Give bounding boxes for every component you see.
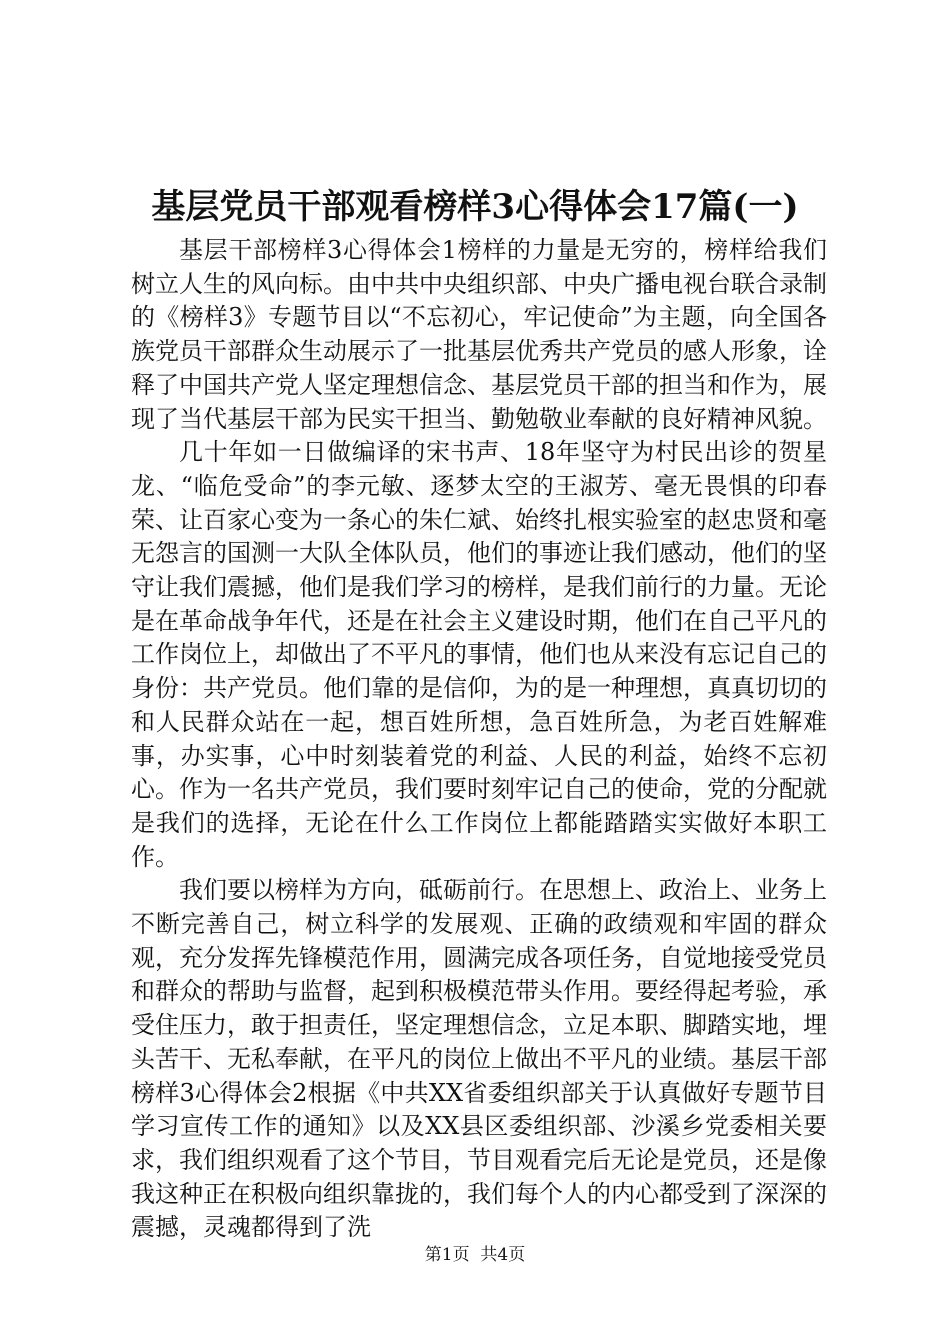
paragraph-1: 基层干部榜样3心得体会1榜样的力量是无穷的，榜样给我们树立人生的风向标。由中共中央组织部、中央广播电视台联合录制的《榜样3》专题节目以“不忘初心，牢记使命”为主题，向全国各族党员干部群众生动展示了一批基层优秀共产党员的感人形象，诠释了中国共产党人坚定理想信念、基层党员干部的担当和作为，展现了当代基层干部为民实干担当、勤勉敬业奉献的良好精神风貌。 <box>131 236 827 433</box>
page-footer: 第1页 共4页 <box>424 1245 526 1265</box>
paragraph-3: 我们要以榜样为方向，砥砺前行。在思想上、政治上、业务上不断完善自己，树立科学的发展观、正确的政绩观和牢固的群众观，充分发挥先锋模范作用，圆满完成各项任务，自觉地接受党员和群众的帮助与监督，起到积极模范带头作用。要经得起考验，承受住压力，敢于担责任，坚定理想信念，立足本职、脚踏实地，埋头苦干、无私奉献，在平凡的岗位上做出不平凡的业绩。基层干部榜样3心得体会2根据《中共XX省委组织部关于认真做好专题节目学习宣传工作的通知》以及XX县区委组织部、沙溪乡党委相关要求，我们组织观看了这个节目，节目观看完后无论是党员，还是像我这种正在积极向组织靠拢的，我们每个人的内心都受到了深深的震撼，灵魂都得到了洗 <box>131 876 827 1242</box>
document-title: 基层党员干部观看榜样3心得体会17篇(一) <box>151 187 799 227</box>
paragraph-2: 几十年如一日做编译的宋书声、18年坚守为村民出诊的贺星龙、“临危受命”的李元敏、逐梦太空的王淑芳、毫无畏惧的印春荣、让百家心变为一条心的朱仁斌、始终扎根实验室的赵忠贤和毫无怨言的国测一大队全体队员，他们的事迹让我们感动，他们的坚守让我们震撼，他们是我们学习的榜样，是我们前行的力量。无论是在革命战争年代，还是在社会主义建设时期，他们在自己平凡的工作岗位上，却做出了不平凡的事情，他们也从来没有忘记自己的身份：共产党员。他们靠的是信仰，为的是一种理想，真真切切的和人民群众站在一起，想百姓所想，急百姓所急，为老百姓解难事，办实事，心中时刻装着党的利益、人民的利益，始终不忘初心。作为一名共产党员，我们要时刻牢记自己的使命，党的分配就是我们的选择，无论在什么工作岗位上都能踏踏实实做好本职工作。 <box>131 438 827 871</box>
document-body <box>131 234 827 1245</box>
